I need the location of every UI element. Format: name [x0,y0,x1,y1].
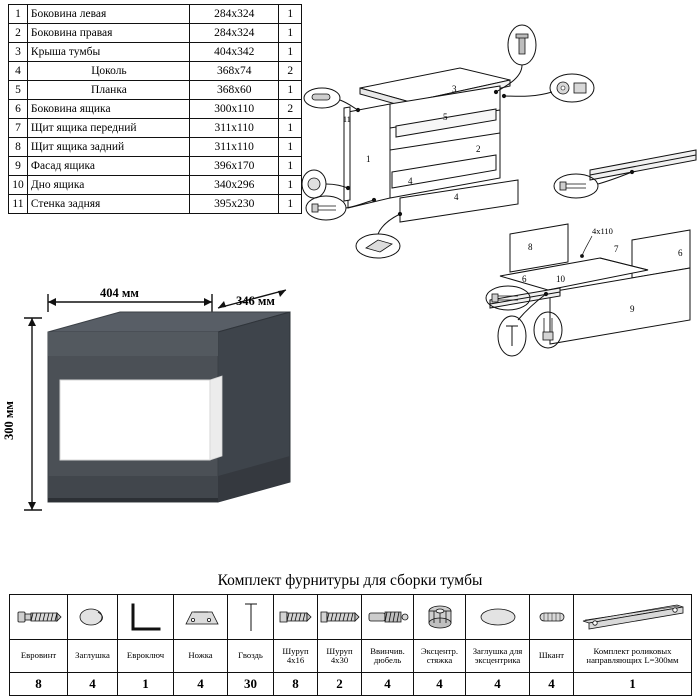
table-row [9,157,302,176]
part-number: 3 [9,43,28,62]
screw-4x16-icon [274,595,318,640]
part-number: 10 [9,176,28,195]
table-row [9,176,302,195]
part-name: Фасад ящика [27,157,189,176]
hardware-callout-foot [356,212,402,258]
part-quantity: 1 [279,157,302,176]
slide-rails-icon [574,595,692,640]
kit-count-screw-4x16: 8 [274,673,318,696]
slide-rail-upper [590,150,696,180]
kit-count-euro-key: 1 [118,673,174,696]
part-dimensions: 395х230 [189,195,278,214]
screw-4x30-icon [318,595,362,640]
part-dimensions: 284х324 [189,24,278,43]
kit-label-screw-4x16: Шуруп 4х16 [274,640,318,673]
part-name: Планка [27,81,189,100]
part-dimensions: 340х296 [189,176,278,195]
callout-8: 8 [528,242,533,252]
screw-in-dowel-icon [362,595,414,640]
kit-count-cam-lock: 4 [414,673,466,696]
part-quantity: 1 [279,43,302,62]
kit-count-euro-screw: 8 [10,673,68,696]
part-number: 5 [9,81,28,100]
height-dimension-label: 300 мм [2,401,16,440]
hardware-kit-table [9,594,692,696]
table-row [9,100,302,119]
table-row [9,195,302,214]
part-quantity: 1 [279,195,302,214]
table-row [9,81,302,100]
part-dimensions: 368х60 [189,81,278,100]
part-name: Боковина левая [27,5,189,24]
kit-counts-row [10,673,692,696]
kit-count-screw-4x30: 2 [318,673,362,696]
table-row [9,62,302,81]
kit-labels-row [10,640,692,673]
kit-label-nail: Гвоздь [228,640,274,673]
kit-label-cam-cap: Заглушка для эксцентрика [466,640,530,673]
kit-label-euro-screw: Евровинт [10,640,68,673]
dowel-icon [530,595,574,640]
callout-4a: 4 [408,176,413,186]
kit-label-screw-in-dowel: Ввинчив. дюбель [362,640,414,673]
drawer-dimension-label: 4x110 [592,226,613,236]
part-dimensions: 311х110 [189,138,278,157]
part-name: Дно ящика [27,176,189,195]
euro-key-icon [118,595,174,640]
callout-9: 9 [630,304,635,314]
kit-count-cap: 4 [68,673,118,696]
table-row [9,119,302,138]
foot-icon [174,595,228,640]
carcass-body [390,86,518,222]
part-name: Боковина ящика [27,100,189,119]
callout-6b: 6 [522,274,527,284]
callout-1: 1 [366,154,371,164]
part-left-side [348,104,390,208]
callout-7: 7 [614,244,619,254]
cabinet-3d-view [48,312,290,502]
hardware-callout-cap-left [302,170,350,198]
kit-label-foot: Ножка [174,640,228,673]
kit-label-screw-4x30: Шуруп 4х30 [318,640,362,673]
part-dimensions: 284х324 [189,5,278,24]
kit-count-dowel: 4 [530,673,574,696]
width-dimension-label: 404 мм [100,286,139,300]
part-number: 6 [9,100,28,119]
part-name: Щит ящика передний [27,119,189,138]
part-dimensions: 368х74 [189,62,278,81]
part-dimensions: 404х342 [189,43,278,62]
part-number: 8 [9,138,28,157]
hardware-kit-title: Комплект фурнитуры для сборки тумбы [217,572,483,589]
table-row [9,138,302,157]
cam-lock-icon [414,595,466,640]
kit-label-dowel: Шкант [530,640,574,673]
kit-count-foot: 4 [174,673,228,696]
part-number: 1 [9,5,28,24]
part-quantity: 1 [279,81,302,100]
callout-4b: 4 [454,192,459,202]
euro-screw-icon [10,595,68,640]
part-dimensions: 311х110 [189,119,278,138]
part-name: Боковина правая [27,24,189,43]
callout-3: 3 [452,84,457,94]
part-quantity: 2 [279,62,302,81]
part-quantity: 1 [279,5,302,24]
table-row [9,5,302,24]
kit-icons-row [10,595,692,640]
part-quantity: 1 [279,138,302,157]
depth-dimension-label: 346 мм [236,294,275,308]
part-drawer-back [510,224,568,272]
part-number: 11 [9,195,28,214]
part-quantity: 1 [279,176,302,195]
height-dimension [24,318,42,510]
part-name: Щит ящика задний [27,138,189,157]
callout-10: 10 [556,274,565,284]
part-number: 7 [9,119,28,138]
part-quantity: 1 [279,119,302,138]
kit-label-slide-rails: Комплект роликовых направляющих L=300мм [574,640,692,673]
kit-count-cam-cap: 4 [466,673,530,696]
kit-count-slide-rails: 1 [574,673,692,696]
callout-11: 11 [343,115,351,124]
kit-count-nail: 30 [228,673,274,696]
kit-label-euro-key: Евроключ [118,640,174,673]
part-quantity: 1 [279,24,302,43]
callout-6a: 6 [678,248,683,258]
part-quantity: 2 [279,100,302,119]
kit-count-screw-in-dowel: 4 [362,673,414,696]
parts-table-body [9,5,302,214]
part-name: Крыша тумбы [27,43,189,62]
kit-label-cam-lock: Эксцентр. стяжка [414,640,466,673]
part-name: Стенка задняя [27,195,189,214]
table-row [9,24,302,43]
part-dimensions: 396х170 [189,157,278,176]
table-row [9,43,302,62]
cap-icon [68,595,118,640]
kit-label-cap: Заглушка [68,640,118,673]
cam-cap-icon [466,595,530,640]
part-dimensions: 300х110 [189,100,278,119]
finished-product-drawing [0,270,380,560]
callout-2: 2 [476,144,481,154]
part-number: 2 [9,24,28,43]
callout-5: 5 [443,112,448,122]
nail-icon [228,595,274,640]
hardware-callout-dowel-left [304,88,360,112]
parts-table [8,4,302,214]
part-number: 9 [9,157,28,176]
part-number: 4 [9,62,28,81]
part-name: Цоколь [27,62,189,81]
